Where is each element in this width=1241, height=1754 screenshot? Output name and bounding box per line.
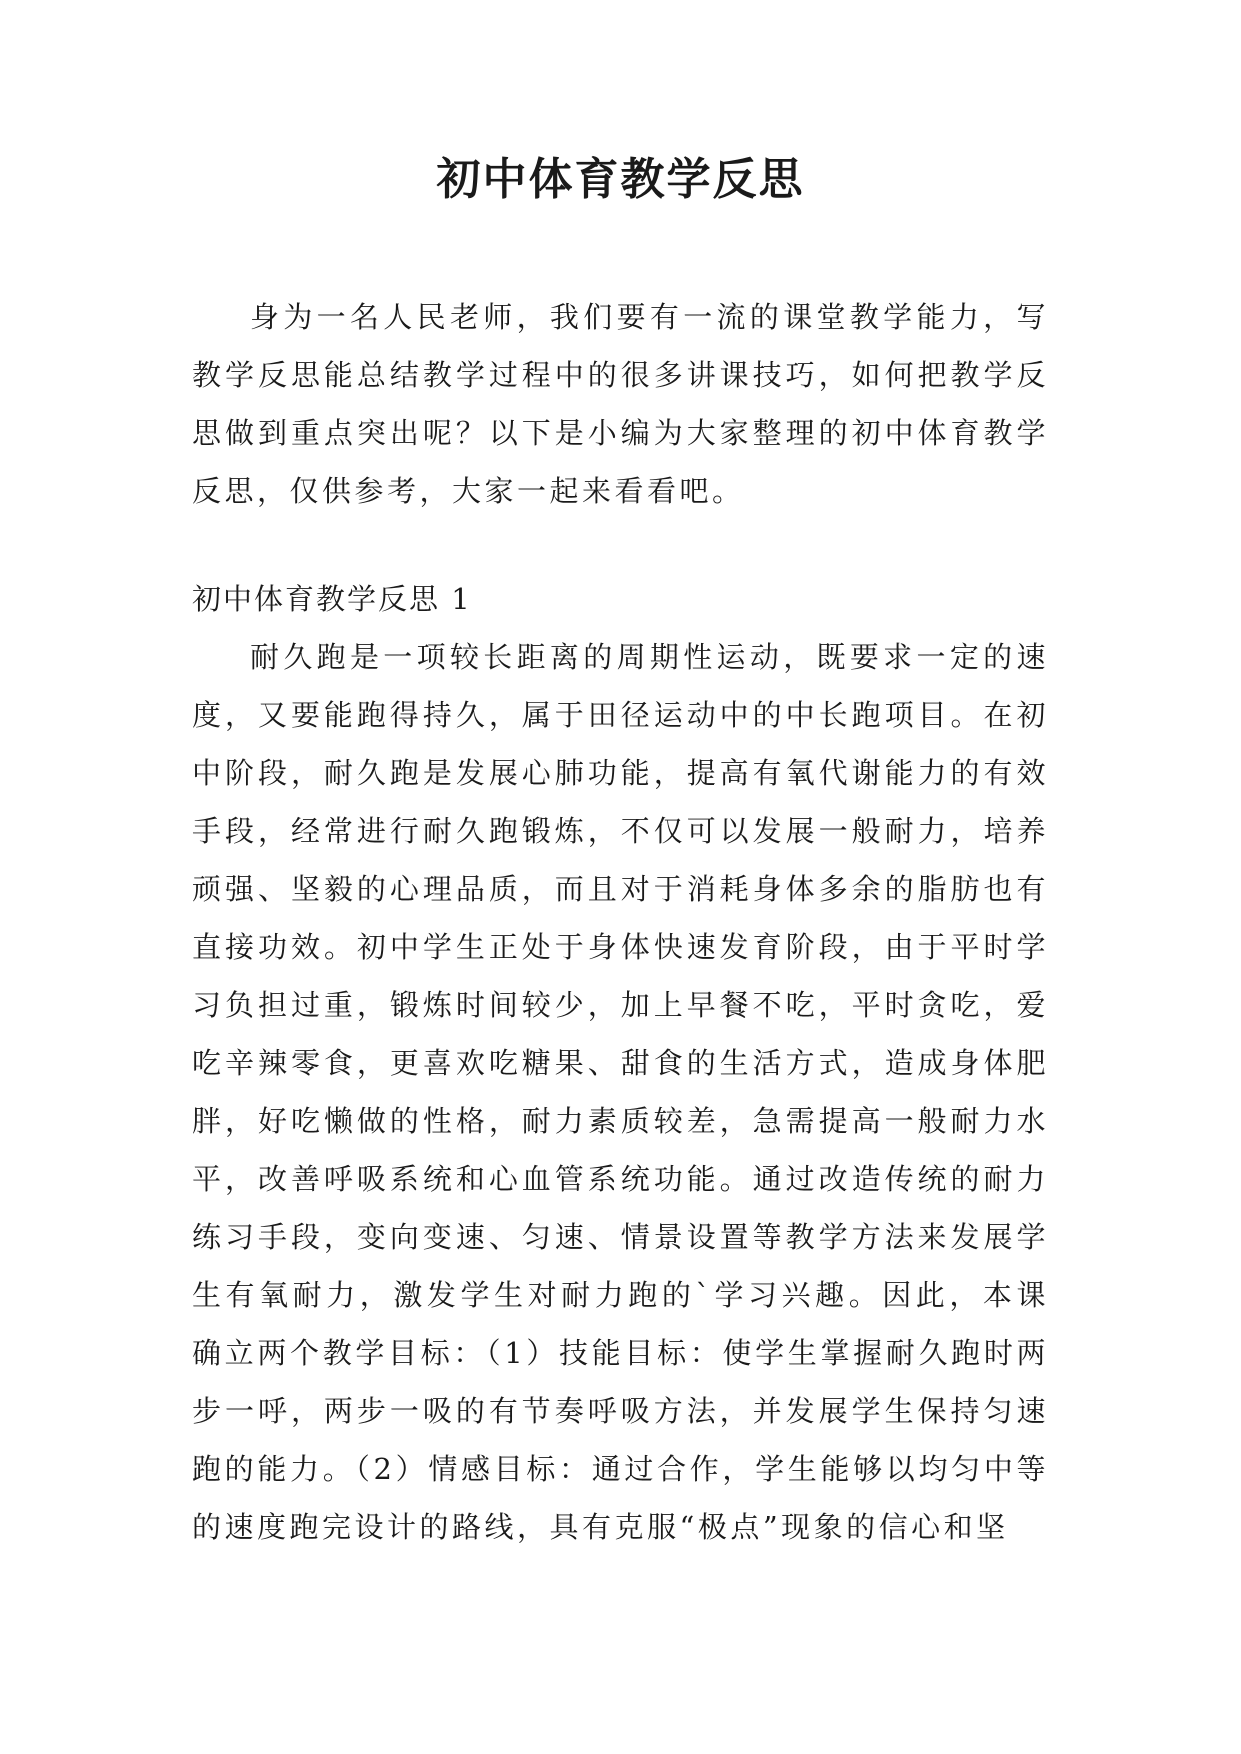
section-heading-1: 初中体育教学反思 1: [192, 582, 472, 616]
intro-paragraph: 身为一名人民老师，我们要有一流的课堂教学能力，写教学反思能总结教学过程中的很多讲课技巧，如何把教学反思做到重点突出呢？以下是小编为大家整理的初中体育教学反思，仅供参考，大家一起来看看吧。: [192, 300, 1049, 508]
document-title: 初中体育教学反思: [436, 154, 805, 205]
document-body: [192, 288, 1049, 1556]
section-1-paragraph: 耐久跑是一项较长距离的周期性运动，既要求一定的速度，又要能跑得持久，属于田径运动中的中长跑项目。在初中阶段，耐久跑是发展心肺功能，提高有氧代谢能力的有效手段，经常进行耐久跑锻炼，不仅可以发展一般耐力，培养顽强、坚毅的心理品质，而且对于消耗身体多余的脂肪也有直接功效。初中学生正处于身体快速发育阶段，由于平时学习负担过重，锻炼时间较少，加上早餐不吃，平时贪吃，爱吃辛辣零食，更喜欢吃糖果、甜食的生活方式，造成身体肥胖，好吃懒做的性格，耐力素质较差，急需提高一般耐力水平，改善呼吸系统和心血管系统功能。通过改造传统的耐力练习手段，变向变速、匀速、情景设置等教学方法来发展学生有氧耐力，激发学生对耐力跑的`学习兴趣。因此，本课确立两个教学目标：（1）技能目标：使学生掌握耐久跑时两步一呼，两步一吸的有节奏呼吸方法，并发展学生保持匀速跑的能力。（2）情感目标：通过合作，学生能够以均匀中等的速度跑完设计的路线，具有克服“极点”现象的信心和坚: [192, 640, 1049, 1544]
